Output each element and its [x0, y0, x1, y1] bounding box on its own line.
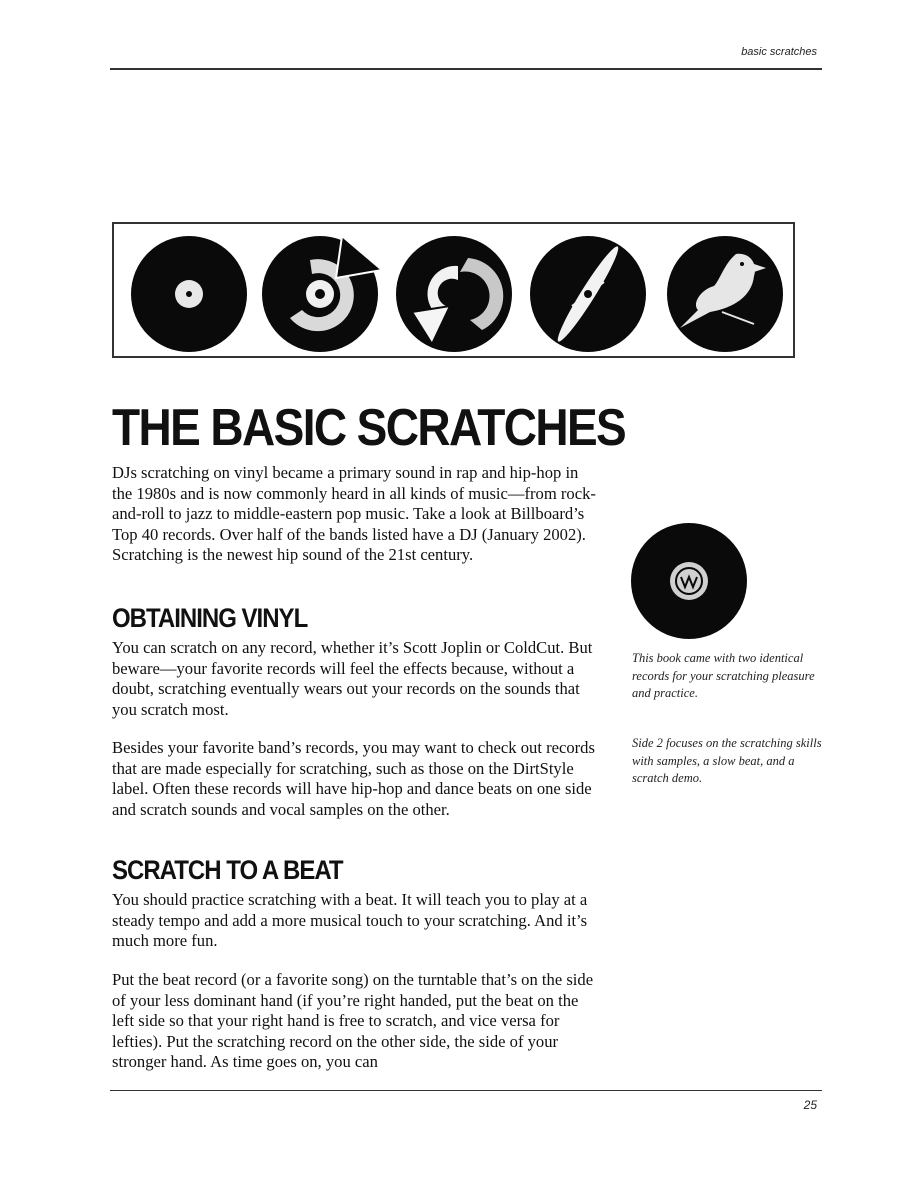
plain-record-icon	[131, 236, 247, 352]
record-banner	[112, 222, 795, 358]
record-propeller-icon	[530, 236, 646, 352]
sidebar-caption-1: This book came with two identical records for your scratching pleasure and practice.	[632, 651, 815, 700]
page-number: 25	[803, 1098, 817, 1112]
obtaining-vinyl-paragraph-1: You can scratch on any record, whether it’s Scott Joplin or ColdCut. But beware—your favorite records will feel the effects because, without a doubt, scratching eventually wears out your records on the sounds that you scratch most.	[112, 638, 593, 719]
record-bird-icon	[667, 236, 783, 352]
record-forward-arrow-icon	[262, 236, 382, 352]
footer-rule	[110, 1090, 822, 1091]
record-back-arrow-icon	[396, 236, 512, 352]
section-heading-scratch-to-a-beat: SCRATCH TO A BEAT	[112, 856, 343, 886]
vinyl-record-with-wb-label-icon	[630, 522, 748, 645]
section-heading-obtaining-vinyl: OBTAINING VINYL	[112, 604, 308, 634]
obtaining-vinyl-paragraph-2: Besides your favorite band’s records, you may want to check out records that are made especially for scratching, such as those on the DirtStyle label. Often these records will have hip-hop and dance beats on one side and scratch sounds and vocal samples on the other.	[112, 738, 595, 819]
intro-paragraph: DJs scratching on vinyl became a primary sound in rap and hip-hop in the 1980s and is now commonly heard in all kinds of music—from rock-and-roll to jazz to middle-eastern pop music. Take a look at Billboard’s Top 40 records. Over half of the bands listed have a DJ (January 2002). Scratching is the newest hip sound of the 21st century.	[112, 463, 596, 564]
header-rule	[110, 68, 822, 70]
page-title: THE BASIC SCRATCHES	[112, 398, 626, 457]
scratch-to-a-beat-paragraph-1: You should practice scratching with a beat. It will teach you to play at a steady tempo and add a more musical touch to your scratching. And it’s much more fun.	[112, 890, 588, 950]
scratch-to-a-beat-paragraph-2: Put the beat record (or a favorite song) on the turntable that’s on the side of your less dominant hand (if you’re right handed, put the beat on the left side so that your right hand is free to scratch, and vice versa for lefties). Put the scratching record on the other side, the side of your stronger hand. As time goes on, you can	[112, 970, 594, 1071]
running-head: basic scratches	[741, 46, 817, 58]
sidebar-caption-2: Side 2 focuses on the scratching skills with samples, a slow beat, and a scratch demo.	[632, 736, 822, 785]
